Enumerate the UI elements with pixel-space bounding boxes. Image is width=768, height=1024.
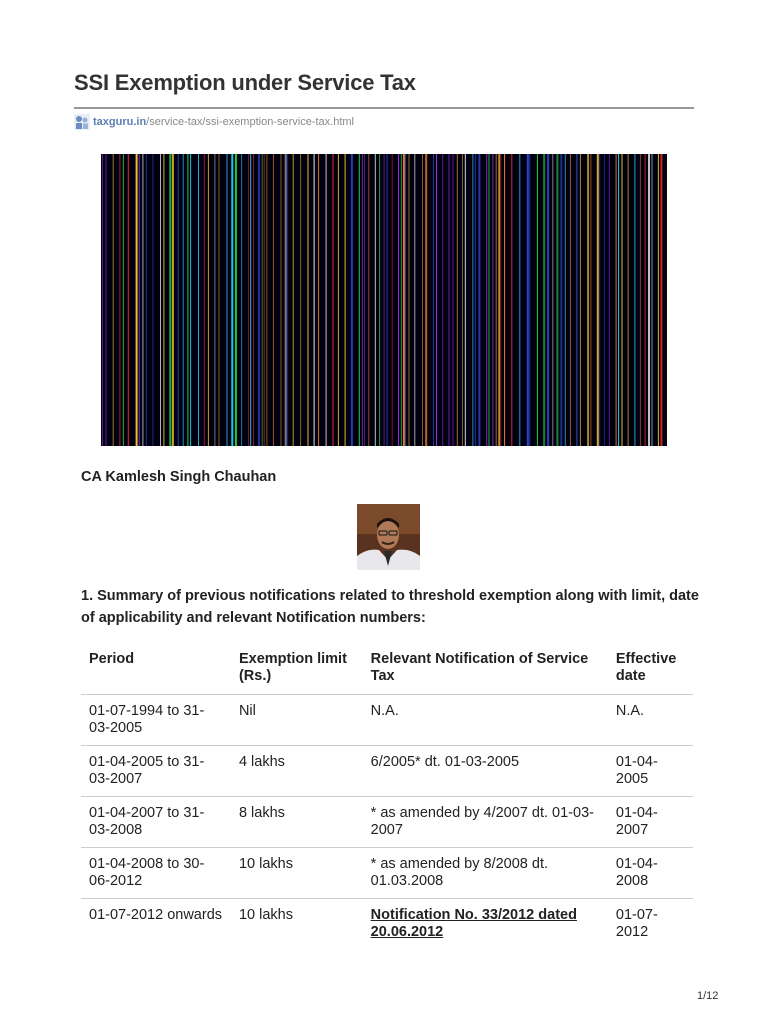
table-row [81,695,693,746]
banner-stripe [264,154,265,446]
banner-stripe [190,154,191,446]
table-row [81,797,693,848]
banner-stripe [489,154,490,446]
banner-stripe [379,154,380,446]
table-header-row [81,642,693,695]
banner-stripe [273,154,274,446]
cell-notification: N.A. [363,695,608,746]
banner-stripe [527,154,529,446]
banner-stripe [529,154,530,446]
banner-stripe [519,154,520,446]
banner-stripe [204,154,205,446]
cell-notification: * as amended by 8/2008 dt. 01.03.2008 [363,848,608,899]
banner-stripe [314,154,315,446]
cell-limit: 4 lakhs [231,746,363,797]
banner-stripe [142,154,143,446]
banner-stripe [266,154,267,446]
notification-link[interactable]: Notification No. 33/2012 dated 20.06.2012 [370,907,577,940]
banner-stripe [587,154,589,446]
banner-stripe [537,154,538,446]
banner-stripe [113,154,114,446]
banner-stripe [183,154,184,446]
page-title: SSI Exemption under Service Tax [74,70,416,95]
banner-stripe [547,154,549,446]
cell-effective-date: 01-04-2005 [608,746,693,797]
banner-stripe [576,154,577,446]
banner-stripe [401,154,402,446]
banner-stripe [128,154,129,446]
banner-stripe [169,154,171,446]
banner-stripe [645,154,646,446]
banner-stripe [405,154,406,446]
banner-stripe [640,154,641,446]
banner-stripe [618,154,619,446]
banner-stripe [552,154,553,446]
banner-stripe [333,154,334,446]
banner-stripe [486,154,487,446]
banner-stripe [227,154,228,446]
banner-stripe [146,154,147,446]
banner-stripe [362,154,363,446]
banner-stripe [214,154,215,446]
banner-stripe [465,154,466,446]
banner-stripe [504,154,505,446]
banner-stripe [498,154,500,446]
banner-stripe [326,154,327,446]
cell-effective-date: 01-04-2008 [608,848,693,899]
banner-stripe [436,154,437,446]
banner-stripe [187,154,188,446]
banner-stripe [345,154,346,446]
cell-notification: 6/2005* dt. 01-03-2005 [363,746,608,797]
banner-stripe [648,154,650,446]
cell-limit: Nil [231,695,363,746]
banner-stripe [178,154,179,446]
banner-stripe [172,154,174,446]
banner-stripe [604,154,605,446]
header-exemption-limit: Exemption limit (Rs.) [231,642,363,695]
banner-stripe [560,154,562,446]
banner-stripe [258,154,260,446]
banner-stripe [139,154,140,446]
banner-stripe [457,154,458,446]
banner-stripe [628,154,629,446]
banner-stripe [160,154,161,446]
banner-stripe [308,154,309,446]
banner-stripe [622,154,623,446]
banner-stripe [136,154,138,446]
cell-limit: 10 lakhs [238,907,293,923]
cell-effective-date: 01-04-2007 [608,797,693,848]
banner-stripe [106,154,107,446]
banner-stripe [250,154,251,446]
banner-stripe [556,154,558,446]
banner-stripe [368,154,369,446]
banner-stripe [609,154,610,446]
banner-stripe [359,154,360,446]
banner-stripe [338,154,339,446]
cell-period: 01-04-2005 to 31-03-2007 [81,746,231,797]
banner-stripe [590,154,591,446]
banner-stripe [634,154,635,446]
banner-stripe [253,154,254,446]
banner-stripe [241,154,242,446]
cell-limit: 10 lakhs [231,848,363,899]
banner-stripe [496,154,497,446]
cell-period: 01-04-2008 to 30-06-2012 [81,848,231,899]
banner-stripe [351,154,353,446]
banner-stripe [387,154,388,446]
banner-stripe [398,154,399,446]
banner-stripe [472,154,473,446]
banner-stripe [152,154,153,446]
cell-limit: 8 lakhs [231,797,363,848]
banner-stripe [403,154,405,446]
banner-stripe [475,154,476,446]
page-number: 1/12 [697,990,719,1002]
banner-stripe [580,154,581,446]
banner-stripe [231,154,233,446]
banner-stripe [422,154,423,446]
banner-stripe [565,154,566,446]
table-row [81,899,693,950]
cell-effective-date: 01-07-2012 [615,907,658,940]
banner-stripe [414,154,415,446]
banner-stripe [392,154,393,446]
cell-notification: * as amended by 4/2007 dt. 01-03-2007 [363,797,608,848]
banner-stripe [543,154,545,446]
header-period: Period [81,642,231,695]
banner-stripe [658,154,659,446]
banner-stripe [281,154,282,446]
header-effective-date: Effective date [608,642,693,695]
header-notification: Relevant Notification of Service Tax [363,642,608,695]
source-domain[interactable]: taxguru.in [93,116,147,128]
banner-stripe [616,154,617,446]
banner-stripe [198,154,199,446]
banner-stripe [248,154,249,446]
banner-stripe [163,154,164,446]
banner-stripe [449,154,450,446]
banner-stripe [375,154,376,446]
banner-stripe [433,154,434,446]
banner-stripe [219,154,220,446]
banner-stripe [478,154,480,446]
banner-stripe [235,154,237,446]
banner-stripe [102,154,103,446]
banner-stripe [123,154,124,446]
author-photo [357,504,420,570]
banner-stripe [364,154,365,446]
cell-period: 01-07-2012 onwards [89,907,223,923]
section-heading: 1. Summary of previous notifications related to threshold exemption along with limit, date of applicability and relevant Notification numbers: [81,588,699,626]
banner-stripe [425,154,427,446]
banner-stripe [511,154,512,446]
table-row [81,746,693,797]
banner-stripe [384,154,385,446]
banner-stripe [293,154,294,446]
title-divider [74,107,694,109]
table-row [81,848,693,899]
banner-stripe [409,154,410,446]
banner-stripe [462,154,463,446]
banner-stripe [599,154,600,446]
cell-period: 01-07-1994 to 31-03-2005 [81,695,231,746]
banner-stripe [500,154,501,446]
banner-stripe [597,154,599,446]
cell-period: 01-04-2007 to 31-03-2008 [81,797,231,848]
banner-stripe [453,154,454,446]
banner-stripe [318,154,319,446]
banner-stripe [119,154,120,446]
source-path[interactable]: /service-tax/ssi-exemption-service-tax.html [146,116,355,128]
banner-stripe [300,154,301,446]
cell-effective-date: N.A. [608,695,693,746]
banner-image [101,154,667,446]
banner-stripe [652,154,653,446]
banner-stripe [570,154,571,446]
banner-stripe [287,154,288,446]
banner-stripe [262,154,263,446]
banner-stripe [442,154,443,446]
site-favicon-icon [74,114,90,130]
author-name: CA Kamlesh Singh Chauhan [81,469,277,485]
exemption-table [81,642,693,949]
banner-stripe [208,154,209,446]
banner-stripe [285,154,287,446]
banner-stripe [660,154,662,446]
source-link[interactable] [74,114,354,130]
banner-stripe [492,154,493,446]
